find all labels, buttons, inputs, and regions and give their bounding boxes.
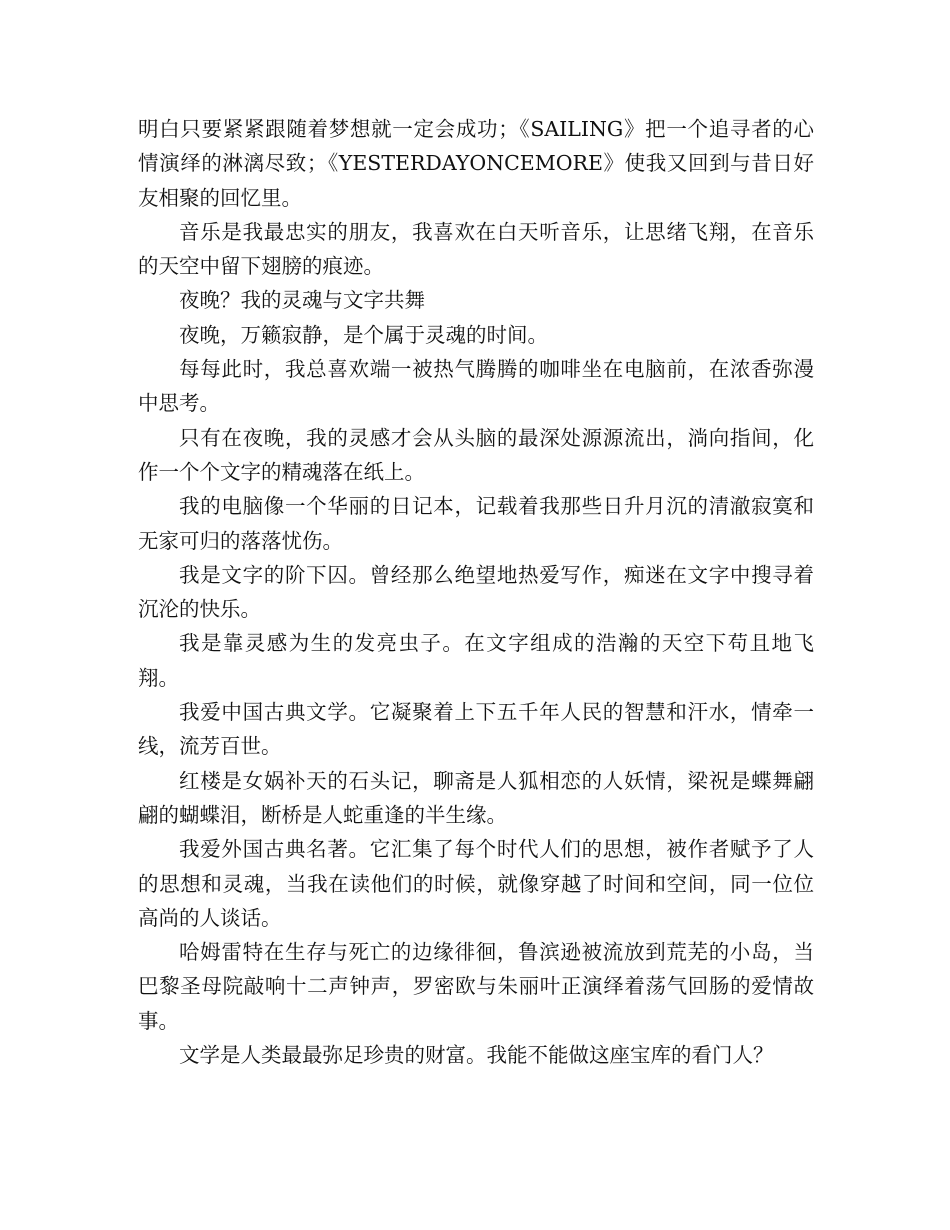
paragraph-music-songs: 明白只要紧紧跟随着梦想就一定会成功；《SAILING》把一个追寻者的心情演绎的淋漓尽致；《YESTERDAYONCEMORE》使我又回到与昔日好友相聚的回忆里。 (138, 117, 814, 210)
paragraph-prisoner-of-words: 我是文字的阶下囚。曾经那么绝望地热爱写作，痴迷在文字中搜寻着沉沦的快乐。 (138, 562, 814, 622)
section-heading-night: 夜晚？我的灵魂与文字共舞 (179, 288, 425, 313)
paragraph-coffee: 每每此时，我总喜欢端一被热气腾腾的咖啡坐在电脑前，在浓香弥漫中思考。 (138, 357, 814, 416)
paragraph-foreign-stories: 哈姆雷特在生存与死亡的边缘徘徊，鲁滨逊被流放到荒芜的小岛，当巴黎圣母院敲响十二声钟声，罗密欧与朱丽叶正演绎着荡气回肠的爱情故事。 (138, 940, 814, 1033)
paragraph-inspiration: 只有在夜晚，我的灵感才会从头脑的最深处源源流出，淌向指间，化作一个个文字的精魂落在纸上。 (138, 425, 814, 484)
paragraph-night-quiet: 夜晚，万籁寂静，是个属于灵魂的时间。 (179, 322, 548, 347)
paragraph-music-friend: 音乐是我最忠实的朋友，我喜欢在白天听音乐，让思绪飞翔，在音乐的天空中留下翅膀的痕迹。 (138, 219, 814, 279)
paragraph-literature-treasure: 文学是人类最最弥足珍贵的财富。我能不能做这座宝库的看门人？ (179, 1043, 774, 1068)
paragraph-chinese-stories: 红楼是女娲补天的石头记，聊斋是人狐相恋的人妖情，梁祝是蝶舞翩翩的蝴蝶泪，断桥是人蛇重逢的半生缘。 (138, 768, 814, 827)
paragraph-computer-diary: 我的电脑像一个华丽的日记本，记载着我那些日升月沉的清澈寂寞和无家可归的落落忧伤。 (138, 494, 814, 553)
document-page (138, 112, 814, 1072)
paragraph-foreign-classics: 我爱外国古典名著。它汇集了每个时代人们的思想，被作者赋予了人的思想和灵魂，当我在读他们的时候，就像穿越了时间和空间，同一位位高尚的人谈话。 (138, 837, 814, 930)
paragraph-chinese-classics: 我爱中国古典文学。它凝聚着上下五千年人民的智慧和汗水，情牵一线，流芳百世。 (138, 700, 814, 759)
paragraph-glowing-bug: 我是靠灵感为生的发亮虫子。在文字组成的浩瀚的天空下苟且地飞翔。 (138, 631, 814, 690)
